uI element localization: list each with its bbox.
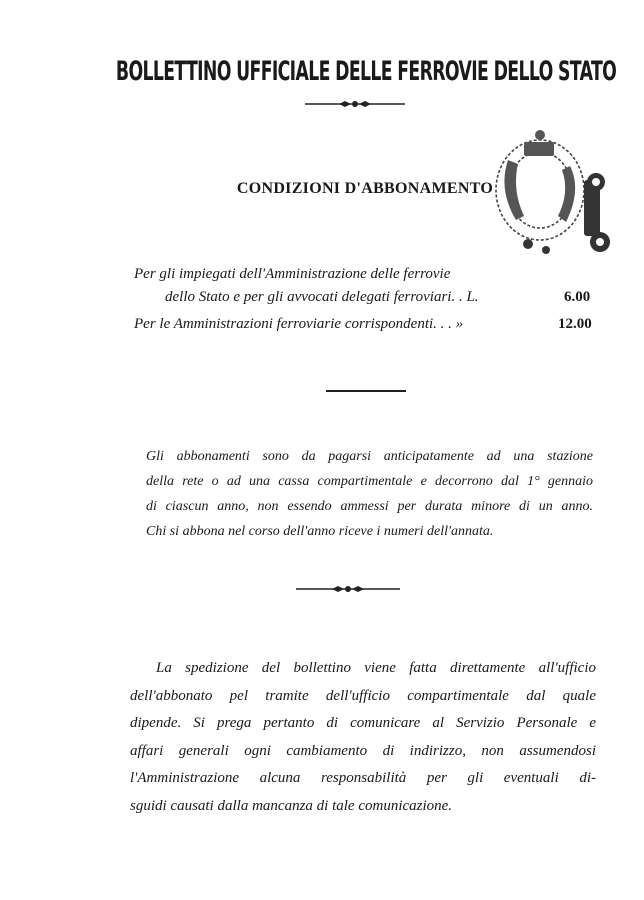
paragraph-line: Gli abbonamenti sono da pagarsi anticipatamente ad una stazione [146,449,593,464]
paragraph-line: dipende. Si prega pertanto di comunicare al Servizio Personale e [130,715,596,731]
price-row-employees-line2: dello Stato e per gli avvocati delegati ferroviari. . L. [165,289,479,305]
paragraph-delivery-terms [130,655,596,820]
ornament-divider-top [305,98,405,110]
ornament-divider-middle [296,583,400,595]
price-row-employees-line1: Per gli impiegati dell'Amministrazione delle ferrovie [134,266,451,282]
paragraph-line: della rete o ad una cassa compartimentale e decorrono dal 1° gennaio [146,474,593,489]
paragraph-line: dell'abbonato pel tramite dell'ufficio compartimentale dal quale [130,687,596,704]
subscription-heading: CONDIZIONI D'ABBONAMENTO [236,180,494,197]
price-value-employees: 6.00 [564,289,591,305]
short-rule-divider [326,390,406,392]
paragraph-line: La spedizione del bollettino viene fatta direttamente all'ufficio [156,660,596,676]
page-title: BOLLETTINO UFFICIALE DELLE FERROVIE DELLO STATO [115,56,617,87]
paragraph-line: affari generali ogni cambiamento di indirizzo, non assumendosi [130,742,596,759]
price-value-administrations: 12.00 [558,316,592,332]
paragraph-line: sguidi causati dalla mancanza di tale comunicazione. [130,797,453,814]
paragraph-line: l'Amministrazione alcuna responsabilità per gli eventuali di- [130,770,596,786]
paragraph-subscription-terms [146,444,593,544]
paragraph-line: di ciascun anno, non essendo ammessi per durata minore di un anno. [146,499,593,514]
paragraph-line: Chi si abbona nel corso dell'anno riceve i numeri dell'annata. [146,524,494,539]
price-row-administrations: Per le Amministrazioni ferroviarie corrispondenti. . . » [134,316,464,332]
